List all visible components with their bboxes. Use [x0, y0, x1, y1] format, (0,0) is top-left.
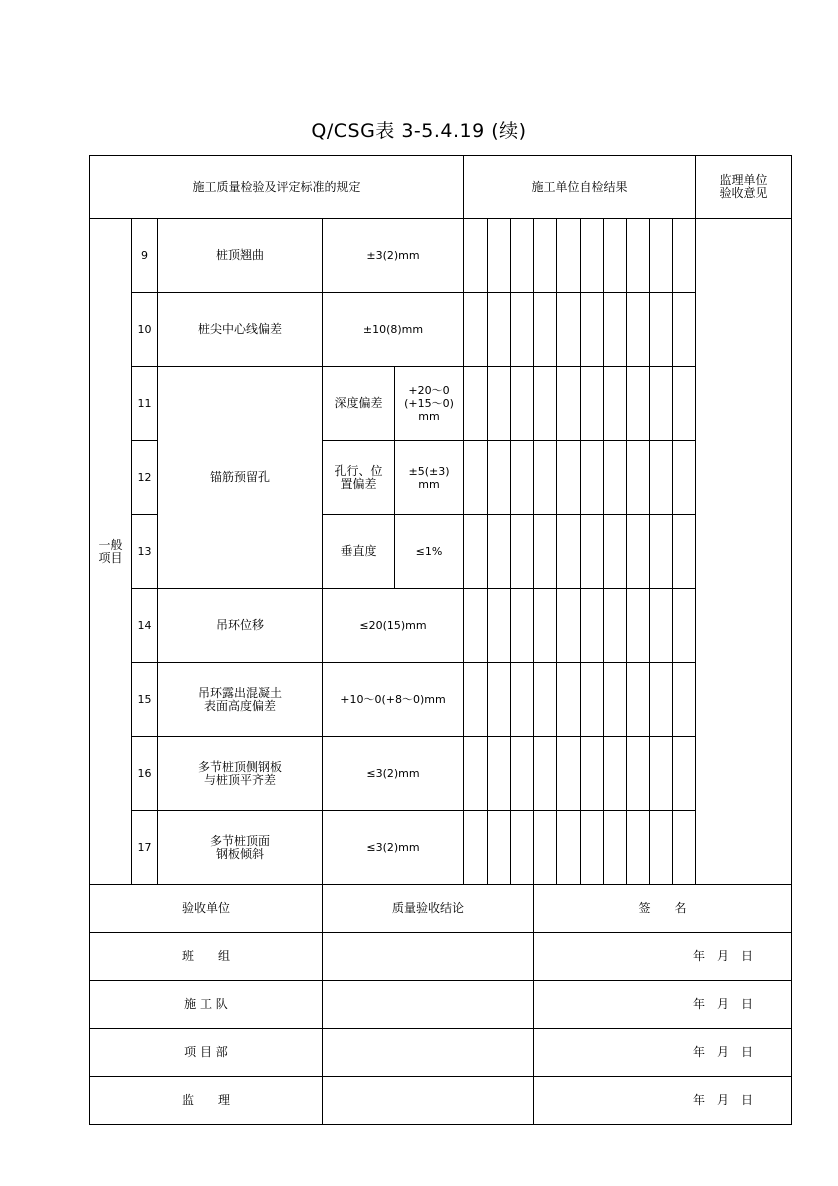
- item-name-anchor-hole: 锚筋预留孔: [158, 367, 323, 589]
- check-cell[interactable]: [627, 737, 650, 811]
- check-cell[interactable]: [534, 219, 557, 293]
- check-cell[interactable]: [673, 737, 696, 811]
- acceptance-unit-header: 验收单位: [90, 885, 323, 933]
- check-cell[interactable]: [464, 811, 488, 885]
- check-cell[interactable]: [464, 293, 488, 367]
- check-cell[interactable]: [604, 367, 627, 441]
- row-number: 9: [132, 219, 158, 293]
- check-cell[interactable]: [604, 737, 627, 811]
- acceptance-unit-name: 项 目 部: [90, 1029, 323, 1077]
- conclusion-cell[interactable]: [323, 981, 534, 1029]
- signature-date[interactable]: 年 月 日: [534, 1077, 792, 1125]
- standard-header: 施工质量检验及评定标准的规定: [90, 156, 464, 219]
- check-cell[interactable]: [650, 219, 673, 293]
- check-cell[interactable]: [557, 663, 581, 737]
- table-row: [90, 811, 792, 885]
- table-row: [90, 293, 792, 367]
- acceptance-header-row: [90, 885, 792, 933]
- check-cell[interactable]: [488, 219, 511, 293]
- signature-date[interactable]: 年 月 日: [534, 1029, 792, 1077]
- check-cell[interactable]: [464, 219, 488, 293]
- check-cell[interactable]: [511, 367, 534, 441]
- check-cell[interactable]: [650, 737, 673, 811]
- check-cell[interactable]: [650, 589, 673, 663]
- sub-item-name: 垂直度: [323, 515, 395, 589]
- check-cell[interactable]: [673, 293, 696, 367]
- check-cell[interactable]: [650, 367, 673, 441]
- check-cell[interactable]: [627, 367, 650, 441]
- acceptance-row: [90, 933, 792, 981]
- check-cell[interactable]: [534, 515, 557, 589]
- conclusion-cell[interactable]: [323, 933, 534, 981]
- check-cell[interactable]: [627, 219, 650, 293]
- check-cell[interactable]: [488, 515, 511, 589]
- check-cell[interactable]: [557, 589, 581, 663]
- check-cell[interactable]: [557, 811, 581, 885]
- check-cell[interactable]: [511, 441, 534, 515]
- check-cell[interactable]: [534, 737, 557, 811]
- check-cell[interactable]: [511, 515, 534, 589]
- check-cell[interactable]: [581, 367, 604, 441]
- check-cell[interactable]: [464, 515, 488, 589]
- item-name: 多节桩顶面 钢板倾斜: [158, 811, 323, 885]
- check-cell[interactable]: [627, 293, 650, 367]
- check-cell[interactable]: [604, 441, 627, 515]
- row-number: 14: [132, 589, 158, 663]
- item-name: 桩顶翘曲: [158, 219, 323, 293]
- page-title: Q/CSG表 3-5.4.19 (续): [311, 120, 527, 142]
- check-cell[interactable]: [604, 811, 627, 885]
- check-cell[interactable]: [673, 589, 696, 663]
- check-cell[interactable]: [511, 293, 534, 367]
- category-cell: 一般 项目: [90, 219, 132, 885]
- standard-value: +10～0(+8～0)mm: [323, 663, 464, 737]
- row-number: 16: [132, 737, 158, 811]
- sub-item-name: 孔行、位 置偏差: [323, 441, 395, 515]
- check-cell[interactable]: [557, 367, 581, 441]
- check-cell[interactable]: [464, 441, 488, 515]
- standard-value: ±5(±3) mm: [395, 441, 464, 515]
- acceptance-conclusion-header: 质量验收结论: [323, 885, 534, 933]
- check-cell[interactable]: [581, 737, 604, 811]
- standard-value: ±10(8)mm: [323, 293, 464, 367]
- check-cell[interactable]: [673, 663, 696, 737]
- self-check-header: 施工单位自检结果: [464, 156, 696, 219]
- check-cell[interactable]: [650, 293, 673, 367]
- table-row: [90, 663, 792, 737]
- acceptance-unit-name: 班 组: [90, 933, 323, 981]
- check-cell[interactable]: [534, 811, 557, 885]
- standard-value: ≤20(15)mm: [323, 589, 464, 663]
- check-cell[interactable]: [464, 589, 488, 663]
- check-cell[interactable]: [650, 811, 673, 885]
- check-cell[interactable]: [581, 663, 604, 737]
- check-cell[interactable]: [581, 515, 604, 589]
- standard-value: ≤3(2)mm: [323, 737, 464, 811]
- check-cell[interactable]: [627, 589, 650, 663]
- check-cell[interactable]: [604, 219, 627, 293]
- check-cell[interactable]: [534, 367, 557, 441]
- check-cell[interactable]: [534, 293, 557, 367]
- acceptance-row: [90, 981, 792, 1029]
- check-cell[interactable]: [557, 737, 581, 811]
- row-number: 15: [132, 663, 158, 737]
- check-cell[interactable]: [673, 367, 696, 441]
- check-cell[interactable]: [488, 367, 511, 441]
- check-cell[interactable]: [464, 663, 488, 737]
- standard-value: +20～0 (+15～0) mm: [395, 367, 464, 441]
- check-cell[interactable]: [511, 811, 534, 885]
- table-row: [90, 219, 792, 293]
- check-cell[interactable]: [581, 293, 604, 367]
- check-cell[interactable]: [604, 663, 627, 737]
- check-cell[interactable]: [488, 737, 511, 811]
- acceptance-row: [90, 1029, 792, 1077]
- check-cell[interactable]: [650, 515, 673, 589]
- check-cell[interactable]: [604, 515, 627, 589]
- check-cell[interactable]: [488, 811, 511, 885]
- check-cell[interactable]: [673, 515, 696, 589]
- check-cell[interactable]: [534, 589, 557, 663]
- check-cell[interactable]: [673, 441, 696, 515]
- check-cell[interactable]: [581, 811, 604, 885]
- supervision-opinion-cell[interactable]: [696, 219, 792, 885]
- check-cell[interactable]: [627, 663, 650, 737]
- check-cell[interactable]: [534, 663, 557, 737]
- table-row: [90, 589, 792, 663]
- row-number: 17: [132, 811, 158, 885]
- item-name: 多节桩顶侧钢板 与桩顶平齐差: [158, 737, 323, 811]
- check-cell[interactable]: [673, 219, 696, 293]
- table-row: [90, 737, 792, 811]
- item-name: 桩尖中心线偏差: [158, 293, 323, 367]
- standard-value: ±3(2)mm: [323, 219, 464, 293]
- supervision-header: 监理单位 验收意见: [696, 156, 792, 219]
- check-cell[interactable]: [488, 663, 511, 737]
- check-cell[interactable]: [650, 663, 673, 737]
- check-cell[interactable]: [581, 219, 604, 293]
- conclusion-cell[interactable]: [323, 1077, 534, 1125]
- item-name: 吊环露出混凝土 表面高度偏差: [158, 663, 323, 737]
- acceptance-unit-name: 监 理: [90, 1077, 323, 1125]
- standard-value: ≤3(2)mm: [323, 811, 464, 885]
- check-cell[interactable]: [511, 663, 534, 737]
- row-number: 13: [132, 515, 158, 589]
- check-cell[interactable]: [488, 589, 511, 663]
- signature-date[interactable]: 年 月 日: [534, 933, 792, 981]
- row-number: 11: [132, 367, 158, 441]
- check-cell[interactable]: [511, 219, 534, 293]
- inspection-table: [89, 155, 792, 1125]
- row-number: 10: [132, 293, 158, 367]
- check-cell[interactable]: [557, 219, 581, 293]
- check-cell[interactable]: [627, 441, 650, 515]
- check-cell[interactable]: [581, 589, 604, 663]
- check-cell[interactable]: [488, 293, 511, 367]
- standard-value: ≤1%: [395, 515, 464, 589]
- check-cell[interactable]: [557, 441, 581, 515]
- signature-date[interactable]: 年 月 日: [534, 981, 792, 1029]
- check-cell[interactable]: [557, 515, 581, 589]
- check-cell[interactable]: [604, 589, 627, 663]
- item-name: 吊环位移: [158, 589, 323, 663]
- check-cell[interactable]: [627, 515, 650, 589]
- check-cell[interactable]: [604, 293, 627, 367]
- row-number: 12: [132, 441, 158, 515]
- check-cell[interactable]: [511, 737, 534, 811]
- conclusion-cell[interactable]: [323, 1029, 534, 1077]
- check-cell[interactable]: [534, 441, 557, 515]
- check-cell[interactable]: [650, 441, 673, 515]
- check-cell[interactable]: [627, 811, 650, 885]
- signature-header: 签 名: [534, 885, 792, 933]
- check-cell[interactable]: [673, 811, 696, 885]
- check-cell[interactable]: [488, 441, 511, 515]
- check-cell[interactable]: [464, 737, 488, 811]
- check-cell[interactable]: [581, 441, 604, 515]
- table-row: [90, 367, 792, 441]
- check-cell[interactable]: [511, 589, 534, 663]
- header-row: [90, 156, 792, 219]
- acceptance-row: [90, 1077, 792, 1125]
- acceptance-unit-name: 施 工 队: [90, 981, 323, 1029]
- check-cell[interactable]: [464, 367, 488, 441]
- sub-item-name: 深度偏差: [323, 367, 395, 441]
- check-cell[interactable]: [557, 293, 581, 367]
